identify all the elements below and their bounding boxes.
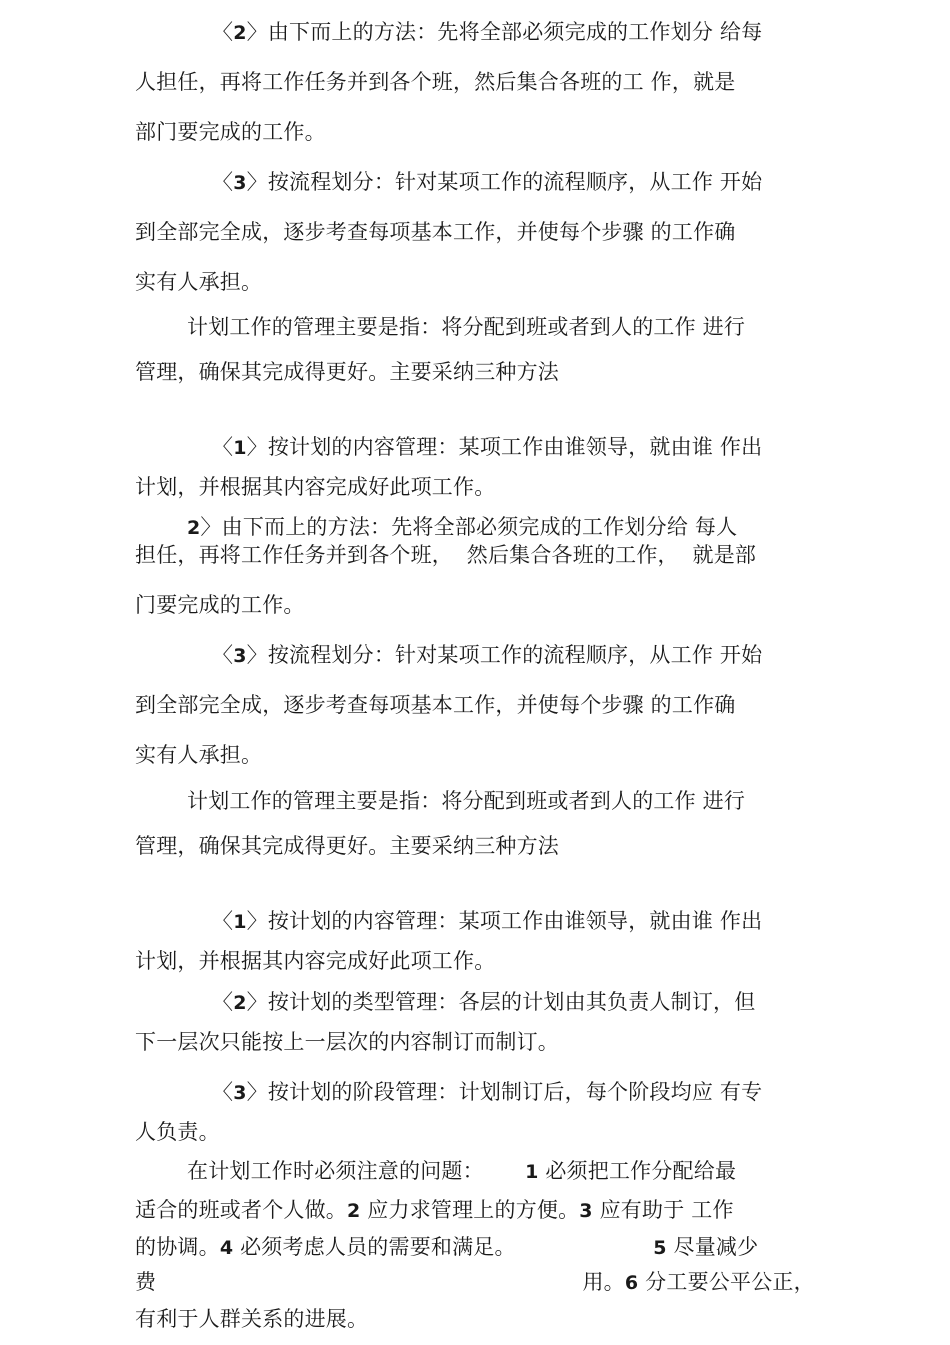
text-segment: 有利于人群关系的进展。 [135,1307,369,1331]
text-segment: 担任，再将工作任务并到各个班， 然后集合各班的工作， 就是部 [135,543,757,567]
item-number: 2 [233,992,247,1014]
text-segment: 〉按流程划分：针对某项工作的流程顺序，从工作 开始 [246,170,763,194]
text-segment: 应力求管理上的方便。 [360,1198,580,1222]
text-segment: 分工要公平公正， [638,1270,815,1294]
text-segment: 在计划工作时必须注意的问题： [187,1159,526,1183]
text-line [135,68,735,96]
text-line [212,1078,762,1107]
text-line [135,268,262,296]
text-segment: 门要完成的工作。 [135,593,305,617]
text-segment: 管理，确保其完成得更好。主要采纳三种方法 [135,834,559,858]
text-segment: 〉由下而上的方法：先将全部必须完成的工作划分 给每 [246,20,763,44]
text-line [135,1305,368,1333]
text-segment: 人负责。 [135,1120,220,1144]
text-segment: 必须考虑人员的需要和满足。 [233,1235,654,1259]
text-segment: 〉按计划的内容管理：某项工作由谁领导，就由谁 作出 [246,435,763,459]
text-segment: 管理，确保其完成得更好。主要采纳三种方法 [135,360,559,384]
text-segment: 尽量减少 [666,1235,759,1259]
item-number: 3 [233,645,247,667]
text-line [135,947,495,975]
text-segment: 到全部完全成，逐步考查每项基本工作，并使每个步骤 的工作确 [135,693,736,717]
text-line [187,313,745,341]
text-line [135,591,305,619]
item-number: 2 [233,22,247,44]
text-segment: 必须把工作分配给最 [538,1159,737,1183]
text-segment: 到全部完全成，逐步考查每项基本工作，并使每个步骤 的工作确 [135,220,736,244]
text-segment: 费 用。 [135,1270,625,1294]
text-line [187,513,737,542]
item-number: 1 [525,1161,539,1183]
text-line [212,168,762,197]
text-line [212,641,762,670]
text-segment: 〈 [212,1080,234,1104]
item-number: 1 [233,911,247,933]
text-segment: 〈 [212,643,234,667]
text-line [212,18,762,47]
text-segment: 下一层次只能按上一层次的内容制订而制订。 [135,1030,559,1054]
text-segment: 的协调。 [135,1235,220,1259]
text-line [187,1157,736,1186]
text-line [135,1118,220,1146]
item-number: 6 [624,1272,639,1294]
text-segment: 〉按计划的阶段管理：计划制订后，每个阶段均应 有专 [246,1080,763,1104]
text-segment: 〉按计划的类型管理：各层的计划由其负责人制订，但 [246,990,756,1014]
item-number: 5 [653,1237,667,1259]
text-segment: 〈 [212,990,234,1014]
text-segment: 〈 [212,170,234,194]
text-line [135,1233,758,1262]
item-number: 3 [233,1082,247,1104]
text-segment: 实有人承担。 [135,743,263,767]
text-segment: 适合的班或者个人做。 [135,1198,347,1222]
text-segment: 计划工作的管理主要是指：将分配到班或者到人的工作 进行 [187,315,746,339]
text-line [135,691,735,719]
item-number: 3 [233,172,247,194]
item-number: 2 [347,1200,361,1222]
text-line [135,218,735,246]
item-number: 4 [219,1237,234,1259]
text-line [135,741,262,769]
text-line [135,832,559,860]
text-segment: 〉按计划的内容管理：某项工作由谁领导，就由谁 作出 [246,909,763,933]
text-line [135,473,495,501]
text-line [212,988,755,1017]
text-line [135,118,326,146]
text-line [135,541,756,569]
text-segment: 〈 [212,435,234,459]
item-number: 3 [579,1200,593,1222]
text-line [212,433,762,462]
text-segment: 计划，并根据其内容完成好此项工作。 [135,475,496,499]
text-line [135,358,559,386]
text-line [212,907,762,936]
text-line [135,1268,815,1297]
item-number: 2 [187,517,201,539]
text-line [187,787,745,815]
item-number: 1 [233,437,247,459]
text-segment: 人担任，再将工作任务并到各个班，然后集合各班的工 作，就是 [135,70,736,94]
text-segment: 〉按流程划分：针对某项工作的流程顺序，从工作 开始 [246,643,763,667]
text-segment: 〈 [212,909,234,933]
text-segment: 计划工作的管理主要是指：将分配到班或者到人的工作 进行 [187,789,746,813]
text-segment: 部门要完成的工作。 [135,120,326,144]
text-segment: 〉由下而上的方法：先将全部必须完成的工作划分给 每人 [200,515,738,539]
text-segment: 实有人承担。 [135,270,263,294]
text-line [135,1028,559,1056]
text-segment: 应有助于 工作 [592,1198,734,1222]
text-segment: 〈 [212,20,234,44]
text-segment: 计划，并根据其内容完成好此项工作。 [135,949,496,973]
text-line [135,1196,734,1225]
